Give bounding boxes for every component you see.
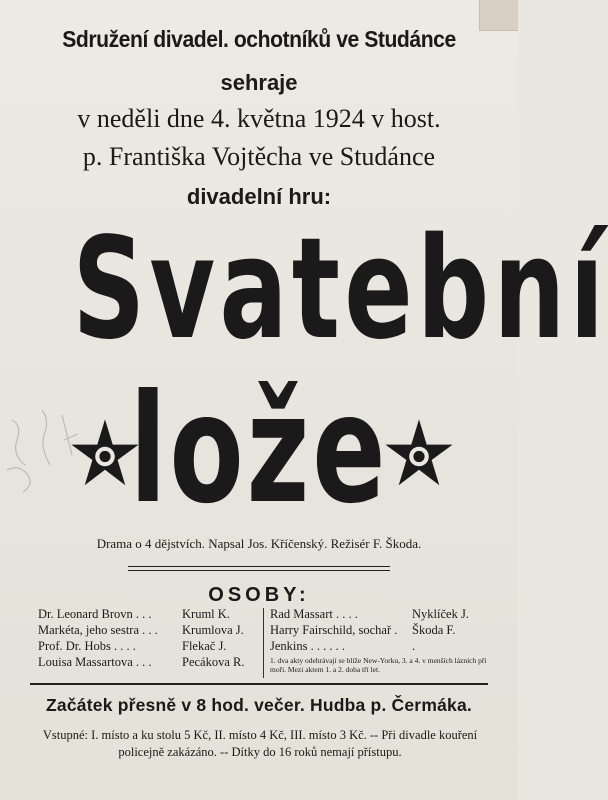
cast-list-left (38, 606, 260, 670)
cast-role: Dr. Leonard Brovn . . . (38, 607, 152, 621)
cast-row (38, 622, 260, 638)
venue-line: p. Františka Vojtěcha ve Studánce (82, 142, 436, 171)
cast-note: 1. dva akty odehrávají se blíže New-Yorku, 3. a 4. v menších lázních při moři. Mezi aktem 1. a 2. doba tří let. (270, 656, 487, 674)
cast-actor: Kruml K. (182, 607, 230, 621)
verb-line: sehraje (220, 70, 298, 95)
cast-heading: OSOBY: (208, 584, 310, 606)
cast-actor: . (412, 639, 416, 653)
start-time-line: Začátek přesně v 8 hod. večer. Hudba p. Čermáka. (46, 695, 472, 715)
cast-row (270, 606, 492, 622)
cast-actor: Pecákova R. (182, 655, 245, 669)
play-title-line-2: lože (129, 363, 389, 537)
play-title-line-1: Svatební (72, 208, 608, 371)
cast-row (270, 638, 492, 654)
cast-row (38, 654, 260, 670)
star-icon (70, 418, 140, 488)
cast-role: Jenkins . . . . . . (270, 639, 345, 653)
play-kind-line: divadelní hru: (186, 184, 332, 209)
cast-role: Markéta, jeho sestra . . . (38, 623, 158, 637)
column-divider (263, 608, 264, 678)
cast-actor: Škoda F. (412, 623, 456, 637)
cast-actor: Krumlova J. (182, 623, 244, 637)
credits-line: Drama o 4 dějstvích. Napsal Jos. Kříčenský. Režisér F. Škoda. (96, 536, 422, 551)
date-line: v neděli dne 4. května 1924 v host. (77, 104, 441, 133)
cast-actor: Flekač J. (182, 639, 227, 653)
cast-list-right (270, 606, 492, 674)
star-icon (384, 418, 454, 488)
cast-row (38, 606, 260, 622)
cast-role: Rad Massart . . . . (270, 607, 358, 621)
section-rule (30, 683, 488, 685)
cast-actor: Nyklíček J. (412, 607, 469, 621)
cast-role: Harry Fairschild, sochař . (270, 623, 398, 637)
organization-heading: Sdružení divadel. ochotníků ve Studánce (62, 26, 456, 52)
cast-role: Prof. Dr. Hobs . . . . (38, 639, 136, 653)
cast-row (270, 622, 492, 638)
cast-role: Louisa Massartova . . . (38, 655, 152, 669)
double-rule (128, 566, 390, 571)
admission-text: Vstupné: I. místo a ku stolu 5 Kč, II. místo 4 Kč, III. místo 3 Kč. -- Při divadle kouření policejně zakázáno. -- Dítky do 16 roků nemají přístupu. (42, 728, 478, 759)
cast-row (38, 638, 260, 654)
